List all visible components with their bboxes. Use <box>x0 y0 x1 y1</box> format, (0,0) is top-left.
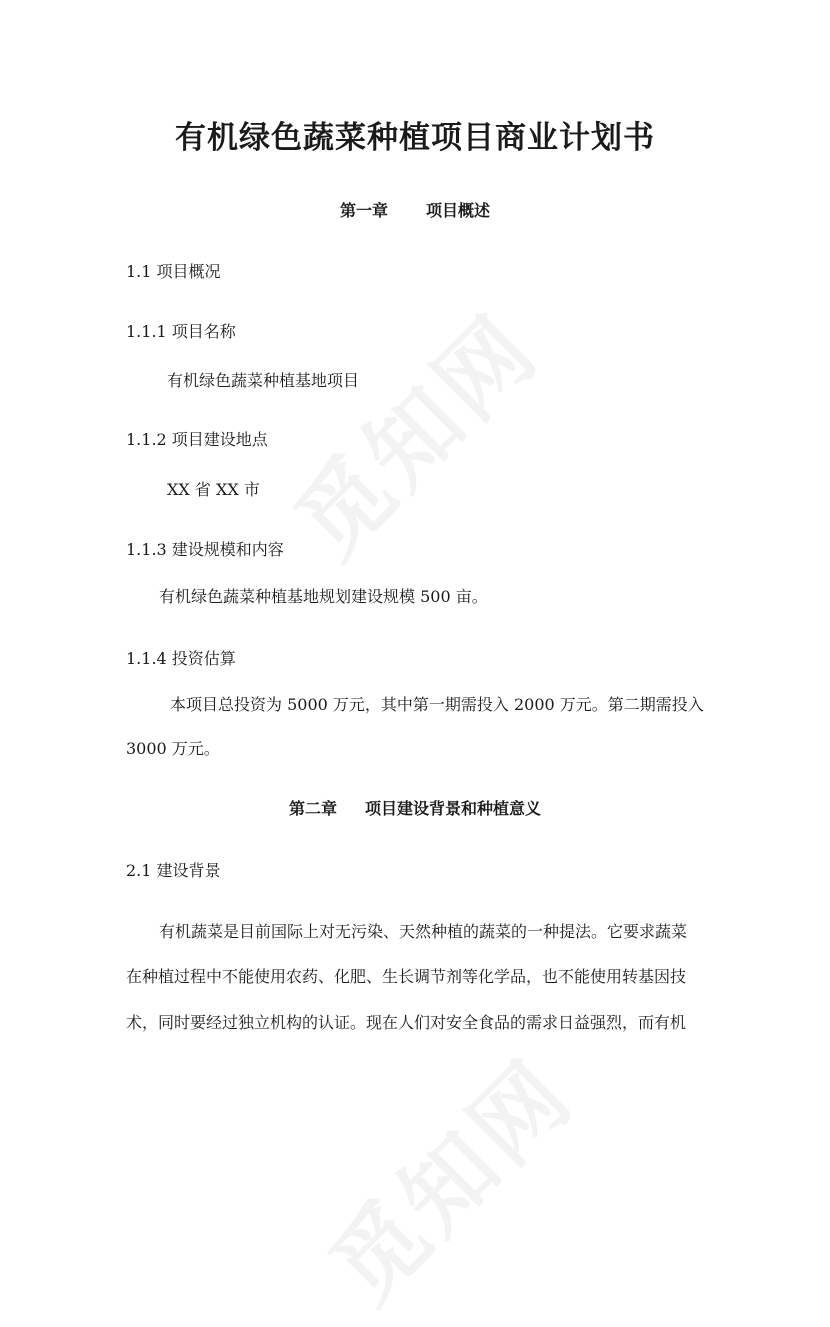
subsection-heading: 1.1.3 建设规模和内容 <box>126 540 284 559</box>
subsection-heading: 1.1.2 项目建设地点 <box>126 430 268 449</box>
paragraph-line: 3000 万元。 <box>126 739 220 758</box>
subsection-heading: 1.1.4 投资估算 <box>126 649 236 668</box>
paragraph-line: 有机蔬菜是目前国际上对无污染、天然种植的蔬菜的一种提法。它要求蔬菜 <box>159 922 688 941</box>
chapter-heading <box>0 796 830 819</box>
watermark <box>261 280 562 581</box>
document-title: 有机绿色蔬菜种植项目商业计划书 <box>175 120 655 156</box>
paragraph-line: 术，同时要经过独立机构的认证。现在人们对安全食品的需求日益强烈，而有机 <box>126 1013 687 1032</box>
section-heading: 2.1 建设背景 <box>126 861 221 880</box>
watermark <box>296 1025 597 1326</box>
chapter-number: 第二章 <box>288 799 337 818</box>
paragraph-line: 本项目总投资为 5000 万元，其中第一期需投入 2000 万元。第二期需投入 <box>170 695 704 714</box>
chapter-title: 项目建设背景和种植意义 <box>365 799 542 818</box>
paragraph: 有机绿色蔬菜种植基地规划建设规模 500 亩。 <box>159 587 488 606</box>
chapter-number: 第一章 <box>339 201 388 220</box>
paragraph-line: 在种植过程中不能使用农药、化肥、生长调节剂等化学品，也不能使用转基因技 <box>126 967 687 986</box>
paragraph: XX 省 XX 市 <box>167 480 260 499</box>
paragraph: 有机绿色蔬菜种植基地项目 <box>167 371 360 390</box>
subsection-heading: 1.1.1 项目名称 <box>126 322 236 341</box>
chapter-title: 项目概述 <box>426 201 491 220</box>
section-heading: 1.1 项目概况 <box>126 262 221 281</box>
chapter-heading <box>0 198 830 221</box>
